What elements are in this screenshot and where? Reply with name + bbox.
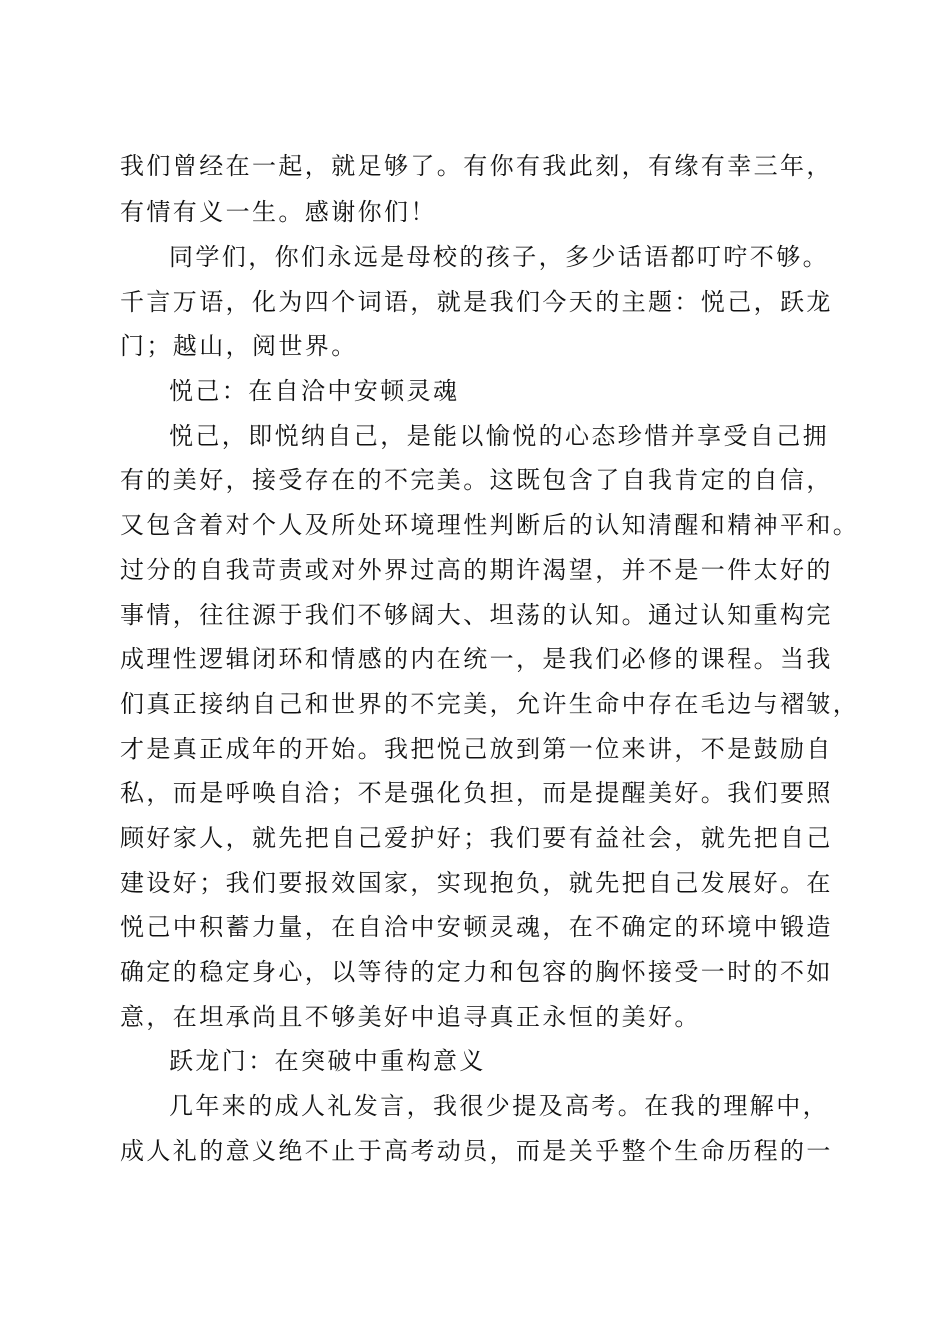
text-line: 又包含着对个人及所处环境理性判断后的认知清醒和精神平和。 <box>120 511 860 539</box>
text-line: 千言万语，化为四个词语，就是我们今天的主题：悦己，跃龙 <box>120 288 833 316</box>
text-line: 成理性逻辑闭环和情感的内在统一，是我们必修的课程。当我 <box>120 645 833 673</box>
paragraph-first-line: 悦己，即悦纳自己，是能以愉悦的心态珍惜并享受自己拥 <box>169 422 829 450</box>
text-line: 确定的稳定身心，以等待的定力和包容的胸怀接受一时的不如 <box>120 958 833 986</box>
section-heading: 悦己：在自洽中安顿灵魂 <box>169 377 460 405</box>
text-line: 门；越山，阅世界。 <box>120 332 358 360</box>
text-line: 有的美好，接受存在的不完美。这既包含了自我肯定的自信， <box>120 466 833 494</box>
text-line: 私，而是呼唤自洽；不是强化负担，而是提醒美好。我们要照 <box>120 779 833 807</box>
text-line: 才是真正成年的开始。我把悦己放到第一位来讲，不是鼓励自 <box>120 735 833 763</box>
text-line: 悦己中积蓄力量，在自洽中安顿灵魂，在不确定的环境中锻造 <box>120 913 833 941</box>
text-line: 成人礼的意义绝不止于高考动员，而是关乎整个生命历程的一 <box>120 1137 833 1165</box>
paragraph-first-line: 几年来的成人礼发言，我很少提及高考。在我的理解中， <box>169 1092 829 1120</box>
text-line: 有情有义一生。感谢你们！ <box>120 198 437 226</box>
text-line: 我们曾经在一起，就足够了。有你有我此刻，有缘有幸三年， <box>120 152 833 180</box>
text-line: 顾好家人，就先把自己爱护好；我们要有益社会，就先把自己 <box>120 824 833 852</box>
text-line: 过分的自我苛责或对外界过高的期许渴望，并不是一件太好的 <box>120 556 833 584</box>
paragraph-first-line: 同学们，你们永远是母校的孩子，多少话语都叮咛不够。 <box>169 243 829 271</box>
text-line: 意，在坦承尚且不够美好中追寻真正永恒的美好。 <box>120 1003 701 1031</box>
text-line: 事情，往往源于我们不够阔大、坦荡的认知。通过认知重构完 <box>120 601 833 629</box>
text-line: 建设好；我们要报效国家，实现抱负，就先把自己发展好。在 <box>120 869 833 897</box>
text-line: 们真正接纳自己和世界的不完美，允许生命中存在毛边与褶皱， <box>120 690 860 718</box>
section-heading: 跃龙门：在突破中重构意义 <box>169 1047 486 1075</box>
